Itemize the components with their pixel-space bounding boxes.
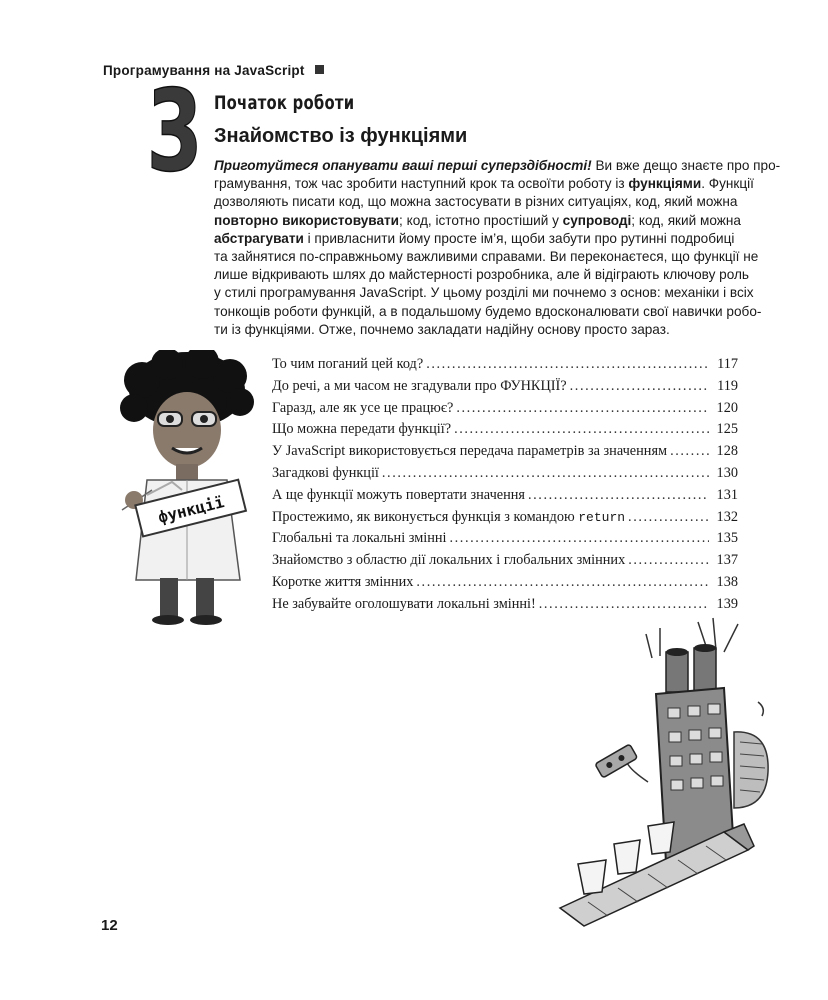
toc-entry-title-text: А ще функції можуть повертати значення <box>272 486 525 503</box>
toc-entry-title-text: Коротке життя змінних <box>272 573 414 590</box>
square-bullet-icon <box>315 65 324 74</box>
toc-entry[interactable] <box>272 530 738 552</box>
toc-entry-title <box>272 530 447 547</box>
intro-text: лише відкривають шлях до майстерності розробника, але й відіграють ключову роль <box>214 267 749 283</box>
toc-entry-page: 135 <box>716 530 738 547</box>
intro-emphasis: супроводі <box>562 212 632 228</box>
toc-entry-title-text: То чим поганий цей код? <box>272 356 424 372</box>
chapter-number <box>138 74 208 184</box>
toc-leader-dots <box>426 356 709 373</box>
toc-leader-dots <box>628 509 709 526</box>
toc-entry[interactable] <box>272 509 738 531</box>
toc-leader-dots <box>456 400 709 417</box>
intro-line <box>214 284 764 302</box>
toc-entry[interactable] <box>272 552 738 574</box>
intro-text: у стилі програмування JavaScript. У цьому розділі ми почнемо з основ: механіки і всіх <box>214 285 754 301</box>
toc-entry[interactable] <box>272 400 738 422</box>
intro-text: ; код, який можна <box>631 212 741 228</box>
intro-text: ти із функціями. Отже, почнемо закладати надійну основу просто зараз. <box>214 321 670 337</box>
toc-entry[interactable] <box>272 465 738 487</box>
toc-entry-title-text: Загадкові функції <box>272 464 379 481</box>
toc-entry[interactable] <box>272 378 738 400</box>
intro-text: тонкощів роботи функцій, а в подальшому будемо вдосконалювати свої навички робо- <box>214 303 762 319</box>
intro-line <box>214 193 764 211</box>
intro-paragraph <box>214 157 781 339</box>
scientist-illustration <box>112 350 262 625</box>
toc-leader-dots <box>628 552 709 569</box>
toc-entry-title <box>272 356 423 373</box>
toc-entry-title-text: Гаразд, але як усе це працює? <box>272 399 454 416</box>
intro-text: Ви вже дещо знаєте про про- <box>591 158 781 173</box>
intro-line <box>214 303 764 321</box>
toc-entry-page: 138 <box>716 573 738 590</box>
toc-leader-dots <box>382 465 709 482</box>
intro-text: ; код, істотно простіший у <box>399 212 563 228</box>
chapter-contents <box>272 356 738 618</box>
toc-entry-title <box>272 509 625 526</box>
intro-text: грамування, тож час зробити наступний крок та освоїти роботу із <box>214 176 629 192</box>
toc-leader-dots <box>454 421 709 438</box>
toc-leader-dots <box>528 487 709 504</box>
toc-entry-title <box>272 596 536 613</box>
toc-entry-title-text: Глобальні та локальні змінні <box>272 530 447 547</box>
toc-entry-title-text: Що можна передати функції? <box>272 421 452 438</box>
intro-emphasis: абстрагувати <box>214 230 304 246</box>
intro-line <box>214 321 764 339</box>
toc-entry-page: 132 <box>716 508 738 525</box>
toc-entry-title-text: У JavaScript використовується передача параметрів за значенням <box>272 443 668 460</box>
illustration-sign-text: функції <box>155 492 227 527</box>
intro-emphasis: Приготуйтеся опанувати ваші перші суперздібності! <box>214 158 592 173</box>
intro-line <box>214 175 764 193</box>
running-head-text: Програмування на JavaScript <box>103 63 305 78</box>
toc-entry-title <box>272 487 525 504</box>
toc-entry-page: 131 <box>716 486 738 503</box>
intro-line <box>214 248 764 266</box>
toc-entry-page: 137 <box>716 552 738 569</box>
intro-text: та зайнятися по-справжньому важливими справами. Ви переконаєтеся, що функції не <box>214 249 759 265</box>
toc-entry-page: 117 <box>717 356 738 372</box>
chapter-title: Знайомство із функціями <box>214 125 468 147</box>
page-number: 12 <box>101 917 118 934</box>
toc-leader-dots <box>670 443 709 460</box>
toc-entry-page: 128 <box>716 443 738 460</box>
toc-entry-title <box>272 443 667 460</box>
factory-illustration <box>548 612 778 930</box>
toc-entry-title-text: До речі, а ми часом не згадували про ФУНКЦІЇ? <box>272 377 567 394</box>
toc-leader-dots <box>539 596 709 613</box>
toc-entry[interactable] <box>272 443 738 465</box>
chapter-number-text: 3 <box>146 74 203 184</box>
intro-text: і привласнити йому просте ім’я, щоби забути про рутинні подробиці <box>303 230 735 246</box>
toc-entry-title <box>272 552 625 569</box>
intro-emphasis: повторно використовувати <box>214 212 400 228</box>
intro-line <box>214 230 764 248</box>
toc-entry-title-text: Знайомство з областю дії локальних і глобальних змінних <box>272 552 626 569</box>
toc-entry-title <box>272 400 453 417</box>
toc-entry[interactable] <box>272 574 738 596</box>
toc-entry[interactable] <box>272 421 738 443</box>
intro-line <box>214 266 764 284</box>
toc-leader-dots <box>450 530 710 547</box>
toc-entry-title <box>272 378 567 395</box>
toc-entry-page: 119 <box>717 377 738 394</box>
intro-emphasis: функціями <box>628 176 702 192</box>
toc-entry-page: 120 <box>716 399 738 416</box>
toc-entry-code: return <box>578 509 626 525</box>
intro-line <box>214 212 764 230</box>
toc-leader-dots <box>570 378 709 395</box>
toc-entry-title-text: Не забувайте оголошувати локальні змінні! <box>272 595 536 612</box>
toc-entry-page: 125 <box>716 421 738 438</box>
intro-text: . Функції <box>701 176 754 192</box>
toc-entry-page: 130 <box>716 464 738 481</box>
toc-entry-title <box>272 421 451 438</box>
running-head <box>103 63 324 78</box>
chapter-kicker: Початок роботи <box>214 92 355 114</box>
toc-entry[interactable] <box>272 356 738 378</box>
toc-entry[interactable] <box>272 487 738 509</box>
toc-leader-dots <box>416 574 709 591</box>
toc-entry-title <box>272 465 379 482</box>
intro-line <box>214 157 781 175</box>
toc-entry-title-text: Простежимо, як виконується функція з командою <box>272 508 579 525</box>
toc-entry-title <box>272 574 413 591</box>
intro-text: дозволяють писати код, що можна застосувати в різних ситуаціях, код, який можна <box>214 194 738 210</box>
toc-entry-page: 139 <box>716 595 738 612</box>
